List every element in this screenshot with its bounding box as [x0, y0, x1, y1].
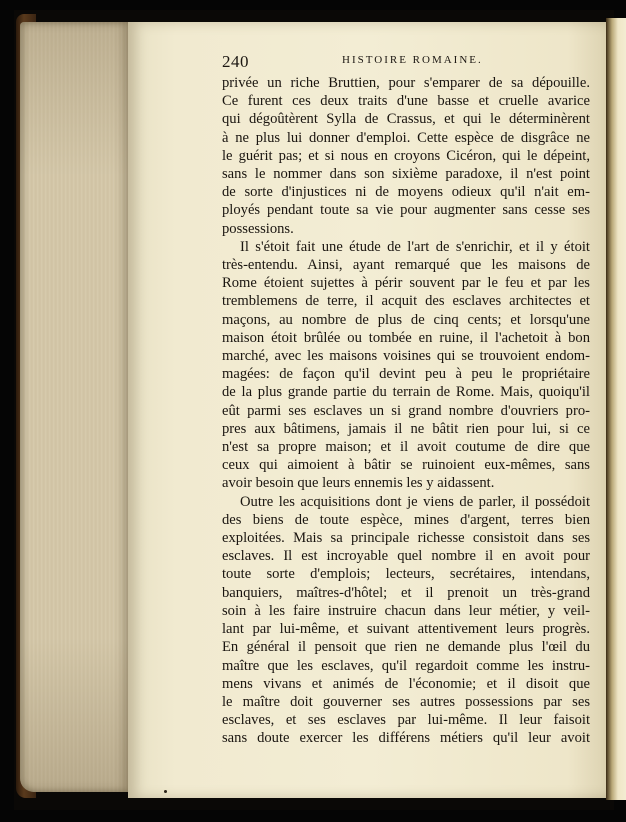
text-line: de sorte d'injustices ni de moyens odieux qu'il n'ait em-: [222, 184, 590, 201]
paragraph: [222, 493, 590, 748]
text-line: le guérit pas; et si nous en croyons Cicéron, qui le dépeint,: [222, 147, 590, 164]
text-line: Rome étoient sujettes à périr souvent par le feu et par les: [222, 275, 590, 292]
text-line: ployés pendant toute sa vie pour augmenter sans cesse ses: [222, 202, 590, 219]
text-line: n'est sa propre maison; et il avoit coutume de dire que: [222, 439, 590, 456]
page-edges: [20, 22, 130, 792]
running-head: [222, 52, 602, 72]
text-line: très-entendu. Ainsi, ayant remarqué que les maisons de: [222, 257, 590, 274]
text-line: banquiers, maîtres-d'hôtel; et il prenoit un très-grand: [222, 584, 590, 601]
text-line: avoir besoin que leurs ennemis les y aidassent.: [222, 475, 495, 492]
facing-page-edge: [606, 18, 626, 800]
text-line: marché, avec les maisons voisines qui se trouvoient endom-: [222, 348, 590, 365]
text-line: à ne plus lui donner d'emploi. Cette espèce de disgrâce ne: [222, 129, 590, 146]
text-line: maître que les esclaves, qu'il regardoit comme les instru-: [222, 657, 590, 674]
text-line: sans doute exercer les différens métiers qu'il leur avoit: [222, 730, 590, 747]
text-line: mens vivans et animés de l'économie; et il disoit que: [222, 675, 590, 692]
text-line: Il s'étoit fait une étude de l'art de s'enrichir, et il y étoit: [240, 238, 590, 255]
body-text: [222, 74, 590, 748]
text-line: sans le nommer dans son sixième paradoxe, il n'est point: [222, 166, 590, 183]
text-line: maçons, au nombre de plus de cinq cents; et lorsqu'une: [222, 311, 590, 328]
text-line: tremblemens de terre, il acquit des esclaves architectes et: [222, 293, 590, 310]
text-line: maison étoit brûlée ou tombée en ruine, il l'achetoit à bon: [222, 329, 590, 346]
text-line: Outre les acquisitions dont je viens de parler, il possédoit: [240, 493, 590, 510]
text-line: des biens de toute espèce, mines d'argent, terres bien: [222, 511, 590, 528]
text-line: toute sorte d'emplois; lecteurs, secrétaires, intendans,: [222, 566, 590, 583]
text-line: qui dégoûtèrent Sylla de Crassus, et qui le déterminèrent: [222, 111, 590, 128]
text-line: privée un riche Bruttien, pour s'emparer de sa dépouille.: [222, 75, 590, 91]
text-line: pres aux bâtimens, jamais il ne bâtit rien pour lui, si ce: [222, 420, 590, 437]
text-line: Ce furent ces deux traits d'une basse et cruelle avarice: [222, 93, 590, 110]
text-line: En général il pensoit que rien ne demande plus l'œil du: [222, 639, 590, 656]
paragraph: [222, 238, 590, 493]
paragraph: [222, 74, 590, 238]
text-line: eût parmi ses esclaves un si grand nombre d'ouvriers pro-: [222, 402, 590, 419]
text-line: de la plus grande partie du terrain de Rome. Mais, quoiqu'il: [222, 384, 590, 401]
text-line: le maître doit gouverner ses autres possessions par ses: [222, 693, 590, 710]
text-line: esclaves. Il est incroyable quel nombre il en avoit pour: [222, 548, 590, 565]
text-line: ceux qui aimoient à bâtir se ruinoient eux-mêmes, sans: [222, 457, 590, 474]
text-line: magées: de façon qu'il devint peu à peu le propriétaire: [222, 366, 590, 383]
text-line: lant par lui-même, et suivant attentivement leurs progrès.: [222, 621, 590, 638]
page-number: 240: [222, 52, 249, 71]
text-line: esclaves, et ses esclaves par lui-même. Il leur faisoit: [222, 712, 590, 729]
text-line: exploitées. Mais sa principale richesse consistoit dans ses: [222, 530, 590, 547]
page-speck: [164, 790, 167, 793]
text-line: soin à les faire instruire chacun dans leur métier, y veil-: [222, 602, 590, 619]
text-line: possessions.: [222, 220, 294, 237]
running-title: HISTOIRE ROMAINE.: [342, 54, 483, 66]
